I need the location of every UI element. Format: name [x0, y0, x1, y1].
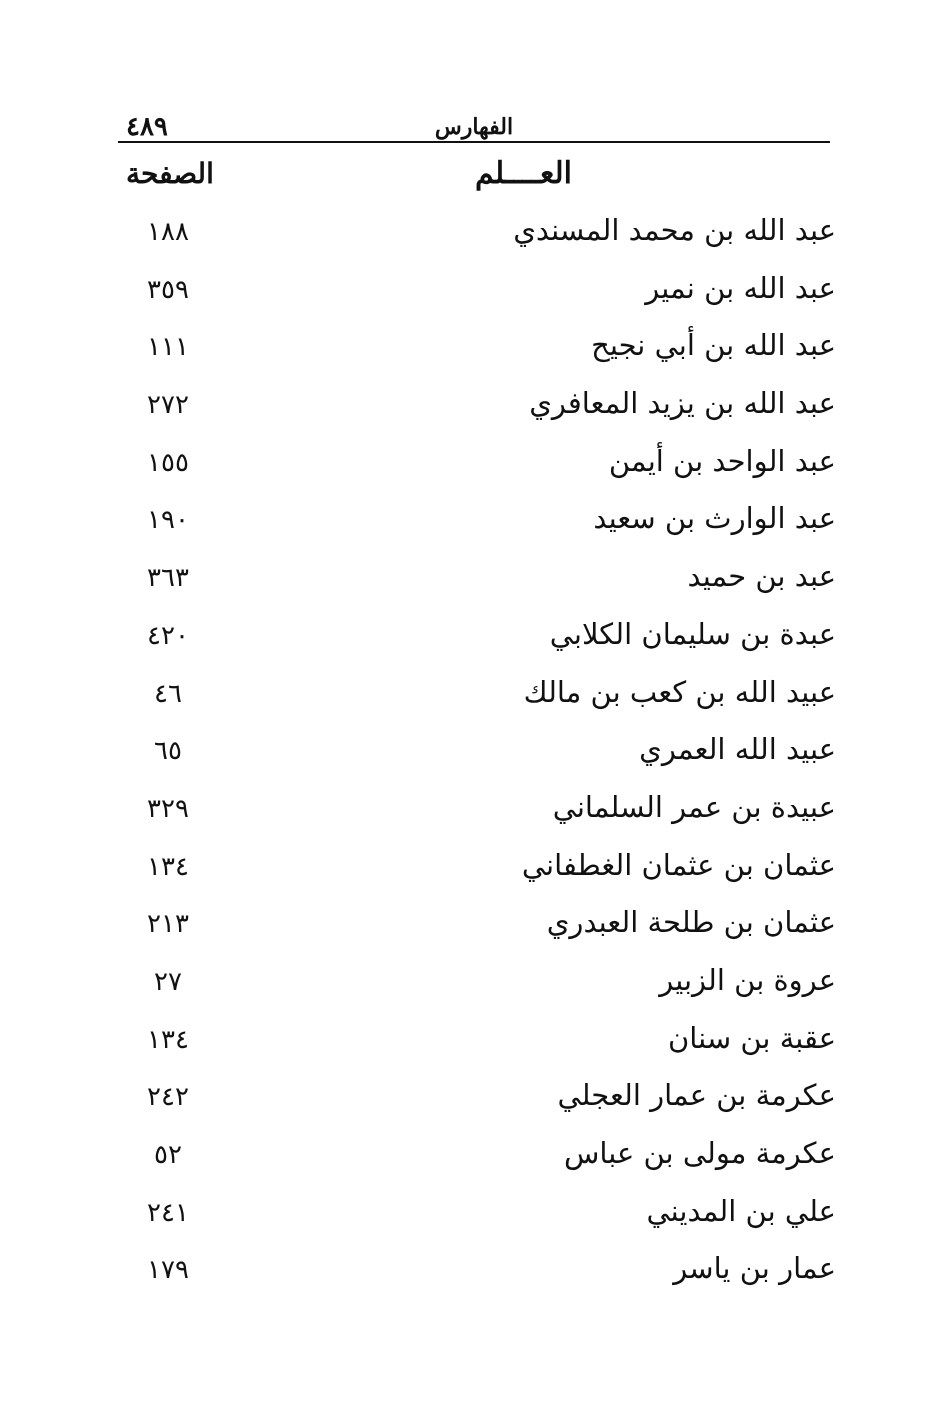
entry-name: عثمان بن عثمان الغطفاني: [521, 847, 836, 882]
index-entry: [118, 1127, 836, 1185]
entry-page-number: ١٧٩: [147, 1255, 189, 1286]
entry-name: عروة بن الزبير: [659, 962, 836, 997]
entry-name: عمار بن ياسر: [673, 1251, 836, 1286]
entry-name: عبد الله بن نمير: [645, 270, 836, 305]
index-entry: [118, 781, 836, 839]
entry-page-number: ١٣٤: [147, 851, 189, 882]
entry-name: عبيدة بن عمر السلماني: [552, 789, 836, 824]
entry-name: عقبة بن سنان: [667, 1020, 836, 1055]
entry-name: عبد الوارث بن سعيد: [593, 501, 836, 536]
column-header-name: العــــلم: [474, 156, 572, 191]
index-entries: [118, 204, 836, 1300]
entry-name: عكرمة مولى بن عباس: [563, 1136, 836, 1170]
entry-page-number: ٥٢: [154, 1140, 182, 1170]
index-entry: [118, 723, 836, 781]
index-entry: [118, 1069, 836, 1127]
index-entry: [118, 896, 836, 954]
column-headers: [118, 152, 830, 196]
entry-name: عثمان بن طلحة العبدري: [546, 905, 836, 940]
entry-page-number: ١٣٤: [147, 1024, 189, 1055]
entry-name: عبدة بن سليمان الكلابي: [549, 616, 836, 651]
entry-page-number: ٣٢٩: [147, 793, 189, 824]
entry-page-number: ٢٧٢: [147, 390, 189, 421]
entry-page-number: ٢٤٢: [147, 1082, 189, 1113]
entry-name: عبد الله بن محمد المسندي: [513, 213, 836, 247]
column-header-page: الصفحة: [126, 157, 214, 190]
entry-name: عبيد الله بن كعب بن مالك: [523, 674, 836, 709]
index-entry: [118, 839, 836, 897]
entry-name: علي بن المديني: [646, 1193, 836, 1228]
entry-page-number: ٦٥: [154, 736, 182, 767]
index-entry: [118, 492, 836, 550]
page-number: ٤٨٩: [126, 112, 168, 142]
entry-name: عبد الله بن أبي نجيح: [591, 328, 836, 363]
entry-name: عبد بن حميد: [687, 559, 836, 594]
entry-name: عكرمة بن عمار العجلي: [557, 1078, 836, 1113]
entry-page-number: ٤٦: [154, 678, 182, 709]
index-entry: [118, 666, 836, 724]
header-divider: [118, 141, 830, 143]
index-entry: [118, 1185, 836, 1243]
entry-name: عبد الله بن يزيد المعافري: [529, 386, 836, 421]
index-entry: [118, 435, 836, 493]
entry-page-number: ١٥٥: [147, 447, 189, 478]
entry-page-number: ١٩٠: [147, 505, 189, 536]
index-entry: [118, 954, 836, 1012]
entry-page-number: ٢٧: [154, 966, 182, 997]
index-entry: [118, 1012, 836, 1070]
entry-page-number: ١٨٨: [147, 217, 189, 247]
index-entry: [118, 204, 836, 262]
entry-name: عبيد الله العمري: [639, 732, 836, 767]
index-entry: [118, 262, 836, 320]
entry-name: عبد الواحد بن أيمن: [608, 443, 836, 478]
running-header: [118, 112, 830, 142]
entry-page-number: ٣٥٩: [147, 274, 189, 305]
entry-page-number: ٢١٣: [147, 909, 189, 940]
entry-page-number: ١١١: [147, 332, 189, 363]
entry-page-number: ٣٦٣: [147, 563, 189, 594]
entry-page-number: ٤٢٠: [147, 620, 189, 651]
index-entry: [118, 550, 836, 608]
index-entry: [118, 608, 836, 666]
entry-page-number: ٢٤١: [147, 1197, 189, 1228]
index-entry: [118, 377, 836, 435]
index-entry: [118, 319, 836, 377]
index-entry: [118, 1242, 836, 1300]
running-title: الفهارس: [434, 114, 514, 140]
